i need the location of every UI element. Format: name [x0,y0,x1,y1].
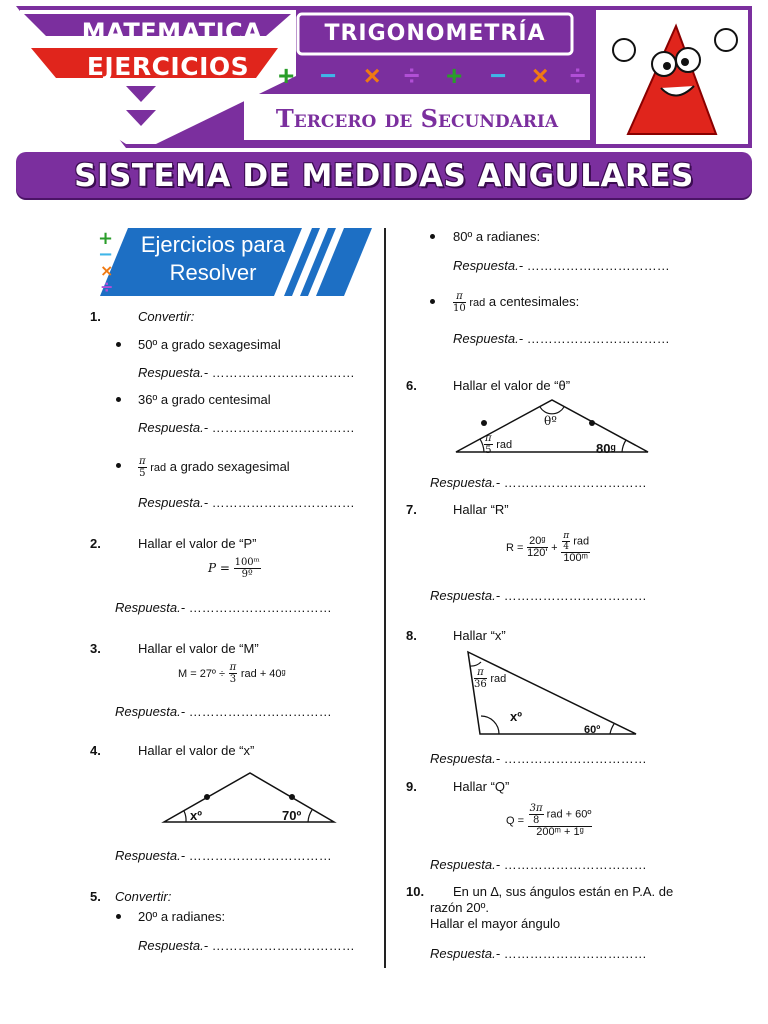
exercise-title: Hallar el valor de “x” [138,743,255,758]
exercise-title: Hallar el valor de “θ” [453,378,571,393]
angle-label: 70º [282,808,302,823]
angle-label: θº [544,414,557,428]
bullet [430,299,435,304]
grade-label: Tercero de Secundaria [275,104,559,133]
angle-label: $\frac{\pi}{36}$ rad [474,667,507,691]
answer-line: Respuesta.- …………………………… [430,588,647,603]
exercise-number: 1. [90,309,101,324]
answer-line: Respuesta.- …………………………… [115,848,332,863]
answer-line: Respuesta.- …………………………… [115,600,332,615]
page-title: SISTEMA DE MEDIDAS ANGULARES [74,158,694,194]
plus-symbol: + [278,60,295,91]
exercise-item: 80º a radianes: [453,229,541,244]
exercise-title: Hallar “Q” [453,779,510,794]
triangle-figure [160,770,338,828]
times-symbol: × [364,60,381,91]
divide-symbol: ÷ [570,60,586,91]
formula-p: P = $\frac{\text{100ᵐ}}{\text{9º}}$ [208,557,260,581]
exercise-title: Hallar el valor de “M” [138,641,259,656]
exercise-number: 5. [90,889,101,904]
svg-text:−: − [98,244,114,265]
answer-line: Respuesta.- …………………………… [430,751,647,766]
exercise-number: 7. [406,502,417,517]
times-symbol: × [532,60,549,91]
exercise-text: Hallar el mayor ángulo [430,916,561,931]
exercise-number: 8. [406,628,417,643]
answer-line: Respuesta.- …………………………… [138,420,355,435]
bullet [430,234,435,239]
bullet [116,342,121,347]
exercise-item: 36º a grado centesimal [138,392,271,407]
exercise-title: Hallar “x” [453,628,506,643]
angle-label: $\frac{\pi}{5}$ rad [485,433,513,457]
exercise-text: razón 20º. [430,900,489,915]
svg-text:+: + [98,228,114,249]
angle-label: xº [510,709,522,724]
exercise-number: 4. [90,743,101,758]
exercise-title: Hallar “R” [453,502,509,517]
angle-label: 80ᵍ [596,441,616,456]
answer-line: Respuesta.- …………………………… [430,857,647,872]
svg-text:×: × [100,261,114,280]
subject-title: TRIGONOMETRÍA [324,21,546,46]
exercise-number: 6. [406,378,417,393]
exercise-number: 9. [406,779,417,794]
answer-line: Respuesta.- …………………………… [138,495,355,510]
minus-symbol: − [490,60,507,91]
section-badge-line-2: Resolver [169,260,257,285]
exercise-title: Convertir: [115,889,172,904]
divide-symbol: ÷ [404,60,420,91]
svg-text:÷: ÷ [100,277,114,296]
answer-line: Respuesta.- …………………………… [138,938,355,953]
bullet [116,914,121,919]
exercise-item: $\frac{\pi}{10}$ rad a centesimales: [453,291,580,315]
answer-line: Respuesta.- …………………………… [453,258,670,273]
section-badge-line-1: Ejercicios para [140,232,286,257]
exercise-number: 2. [90,536,101,551]
exercise-item: 20º a radianes: [138,909,226,924]
exercise-number: 3. [90,641,101,656]
exercise-title: Hallar el valor de “P” [138,536,257,551]
bullet [116,397,121,402]
angle-label: 60º [584,724,601,736]
page-title-banner [16,152,752,198]
minus-symbol: − [320,60,337,91]
exercise-item: 50º a grado sexagesimal [138,337,281,352]
math-symbols [278,60,594,90]
column-divider [384,228,386,968]
answer-line: Respuesta.- …………………………… [430,475,647,490]
triangle-figure [464,650,640,740]
answer-line: Respuesta.- …………………………… [430,946,647,961]
answer-line: Respuesta.- …………………………… [115,704,332,719]
answer-line: Respuesta.- …………………………… [453,331,670,346]
brand-line-1: MATEMATICA [81,18,263,46]
brand-line-2: EJERCICIOS [86,52,250,81]
answer-line: Respuesta.- …………………………… [138,365,355,380]
angle-label: xº [190,808,202,823]
bullet [116,463,121,468]
plus-symbol: + [446,60,463,91]
formula-m: M = 27º ÷ $\frac{\pi}{3}$ rad + 40ᵍ [178,662,286,686]
exercise-text: En un ∆, sus ángulos están en P.A. de [453,884,674,899]
formula-q: Q = $\frac{3\pi}{8}$ rad + 60º 200ᵐ + 1ᵍ [506,803,592,839]
exercise-item: $\frac{\pi}{5}$ rad a grado sexagesimal [139,456,290,480]
formula-r: R = $\frac{\text{20ᵍ}}{120'}$ + $\frac{\pi}{4}$ rad 100ᵐ [506,531,590,565]
exercise-number: 10. [406,884,425,899]
exercise-title: Convertir: [138,309,195,324]
